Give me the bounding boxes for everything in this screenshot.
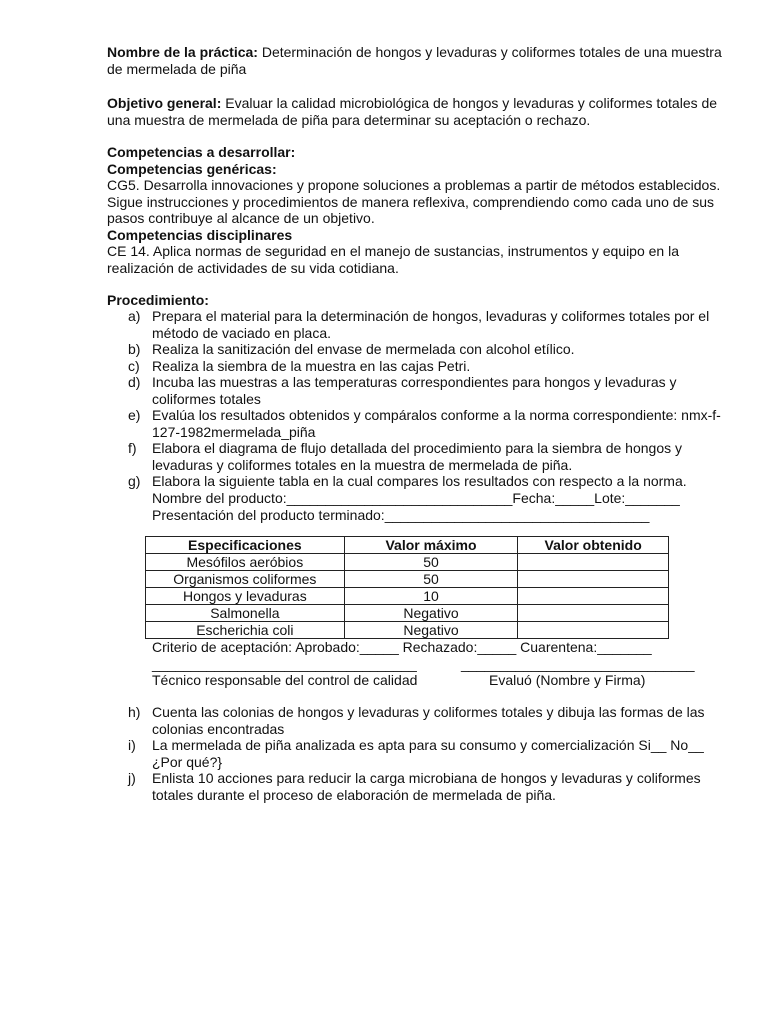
objective-text: Evaluar la calidad microbiológica de hongos y levaduras y coliformes totales de una muestra de mermelada de piña para determinar su aceptación o rechazo. [107, 95, 718, 128]
generic-competencies-title: Competencias genéricas: [107, 160, 277, 177]
procedure-list-continued [107, 704, 722, 803]
table-row [146, 588, 669, 605]
obtained-value-cell [518, 571, 669, 588]
signature-lines-row [152, 656, 695, 672]
procedure-step [107, 440, 722, 473]
procedure-step-text: Realiza la siembra de la muestra en las cajas Petri. [152, 357, 471, 374]
procedure-list [107, 308, 722, 490]
signature-line-technician: __________________________________ [152, 656, 417, 672]
table-row [146, 571, 669, 588]
spec-name-cell: Escherichia coli [146, 622, 345, 639]
procedure-step [107, 358, 722, 375]
practice-name-paragraph [107, 44, 722, 77]
procedure-step-text: Prepara el material para la determinación de hongos, levaduras y coliformes totales por el método de vaciado en placa. [152, 308, 710, 341]
competencies-section [107, 144, 722, 276]
table-row [146, 622, 669, 639]
specifications-table-body [146, 554, 669, 639]
spec-name-cell: Organismos coliformes [146, 571, 345, 588]
signature-label-technician: Técnico responsable del control de calidad [152, 672, 418, 688]
spec-name-cell: Hongos y levaduras [146, 588, 345, 605]
table-header-row [146, 537, 669, 554]
max-value-cell: Negativo [344, 622, 518, 639]
procedure-step-letter: h) [128, 704, 141, 720]
procedure-step-letter: f) [128, 440, 137, 456]
column-header-obtained-value: Valor obtenido [518, 537, 669, 554]
signature-labels-row [152, 672, 692, 688]
procedure-step [107, 374, 722, 407]
procedure-step-text: Evalúa los resultados obtenidos y compáralos conforme a la norma correspondiente: nmx-f-127-1982mermelada_piña [152, 407, 721, 440]
procedure-step-letter: a) [128, 308, 141, 324]
spec-name-cell: Mesófilos aeróbios [146, 554, 345, 571]
disciplinary-competencies-text: CE 14. Aplica normas de seguridad en el manejo de sustancias, instrumentos y equipo en la realización de actividades de su vida cotidiana. [107, 243, 680, 276]
procedure-step-letter: e) [128, 407, 141, 423]
column-header-max-value: Valor máximo [344, 537, 518, 554]
max-value-cell: 50 [344, 554, 518, 571]
procedure-step-letter: g) [128, 473, 141, 489]
product-form [107, 490, 722, 523]
procedure-step [107, 737, 722, 770]
procedure-step [107, 407, 722, 440]
procedure-title: Procedimiento: [107, 292, 209, 308]
product-presentation-line: Presentación del producto terminado:__________________________________ [152, 506, 650, 523]
procedure-step-text: Elabora la siguiente tabla en la cual compares los resultados con respecto a la norma. [152, 473, 687, 489]
table-row [146, 605, 669, 622]
practice-name-text: Determinación de hongos y levaduras y coliformes totales de una muestra de mermelada de piña [107, 44, 722, 77]
competencies-title: Competencias a desarrollar: [107, 144, 296, 160]
obtained-value-cell [518, 622, 669, 639]
disciplinary-competencies-title: Competencias disciplinares [107, 226, 293, 243]
procedure-step-text: Incuba las muestras a las temperaturas correspondientes para hongos y levaduras y coliformes totales [152, 374, 677, 407]
max-value-cell: 50 [344, 571, 518, 588]
signature-label-evaluator: Evaluó (Nombre y Firma) [489, 672, 646, 688]
procedure-step-text: Enlista 10 acciones para reducir la carga microbiana de hongos y levaduras y coliformes totales durante el proceso de elaboración de mermelada de piña. [152, 770, 701, 803]
column-header-specifications: Especificaciones [146, 537, 345, 554]
objective-label: Objetivo general: [107, 95, 222, 111]
signature-line-evaluator: ______________________________ [461, 656, 695, 672]
objective-paragraph [107, 95, 722, 128]
obtained-value-cell [518, 588, 669, 605]
max-value-cell: 10 [344, 588, 518, 605]
obtained-value-cell [518, 554, 669, 571]
generic-competencies-text: CG5. Desarrolla innovaciones y propone soluciones a problemas a partir de métodos establecidos. Sigue instrucciones y procedimientos de manera reflexiva, comprendiendo como cada uno de sus pasos contribuye al alcance de un objetivo. [107, 177, 721, 226]
procedure-step-letter: b) [128, 341, 141, 357]
procedure-step-text: La mermelada de piña analizada es apta para su consumo y comercialización Si__ No__ ¿Por qué?} [152, 737, 704, 770]
acceptance-criteria: Criterio de aceptación: Aprobado:_____ Rechazado:_____ Cuarentena:_______ [152, 639, 652, 655]
procedure-step-text: Realiza la sanitización del envase de mermelada con alcohol etílico. [152, 341, 575, 357]
procedure-step-text: Elabora el diagrama de flujo detallada del procedimiento para la siembra de hongos y levaduras y coliformes totales en la muestra de mermelada de piña. [152, 440, 682, 473]
max-value-cell: Negativo [344, 605, 518, 622]
procedure-step-letter: j) [128, 770, 136, 786]
practice-name-label: Nombre de la práctica: [107, 44, 258, 60]
procedure-step-text: Cuenta las colonias de hongos y levaduras y coliformes totales y dibuja las formas de las colonias encontradas [152, 704, 705, 737]
specifications-table [145, 536, 669, 639]
obtained-value-cell [518, 605, 669, 622]
spec-name-cell: Salmonella [146, 605, 345, 622]
procedure-step [107, 704, 722, 737]
procedure-step [107, 341, 722, 358]
procedure-step [107, 473, 722, 490]
procedure-step-letter: c) [128, 357, 140, 374]
procedure-step [107, 308, 722, 341]
table-row [146, 554, 669, 571]
product-name-line: Nombre del producto:_____________________________Fecha:_____Lote:_______ [152, 490, 680, 506]
procedure-step-letter: i) [128, 737, 136, 753]
procedure-step [107, 770, 722, 803]
procedure-step-letter: d) [128, 374, 141, 390]
